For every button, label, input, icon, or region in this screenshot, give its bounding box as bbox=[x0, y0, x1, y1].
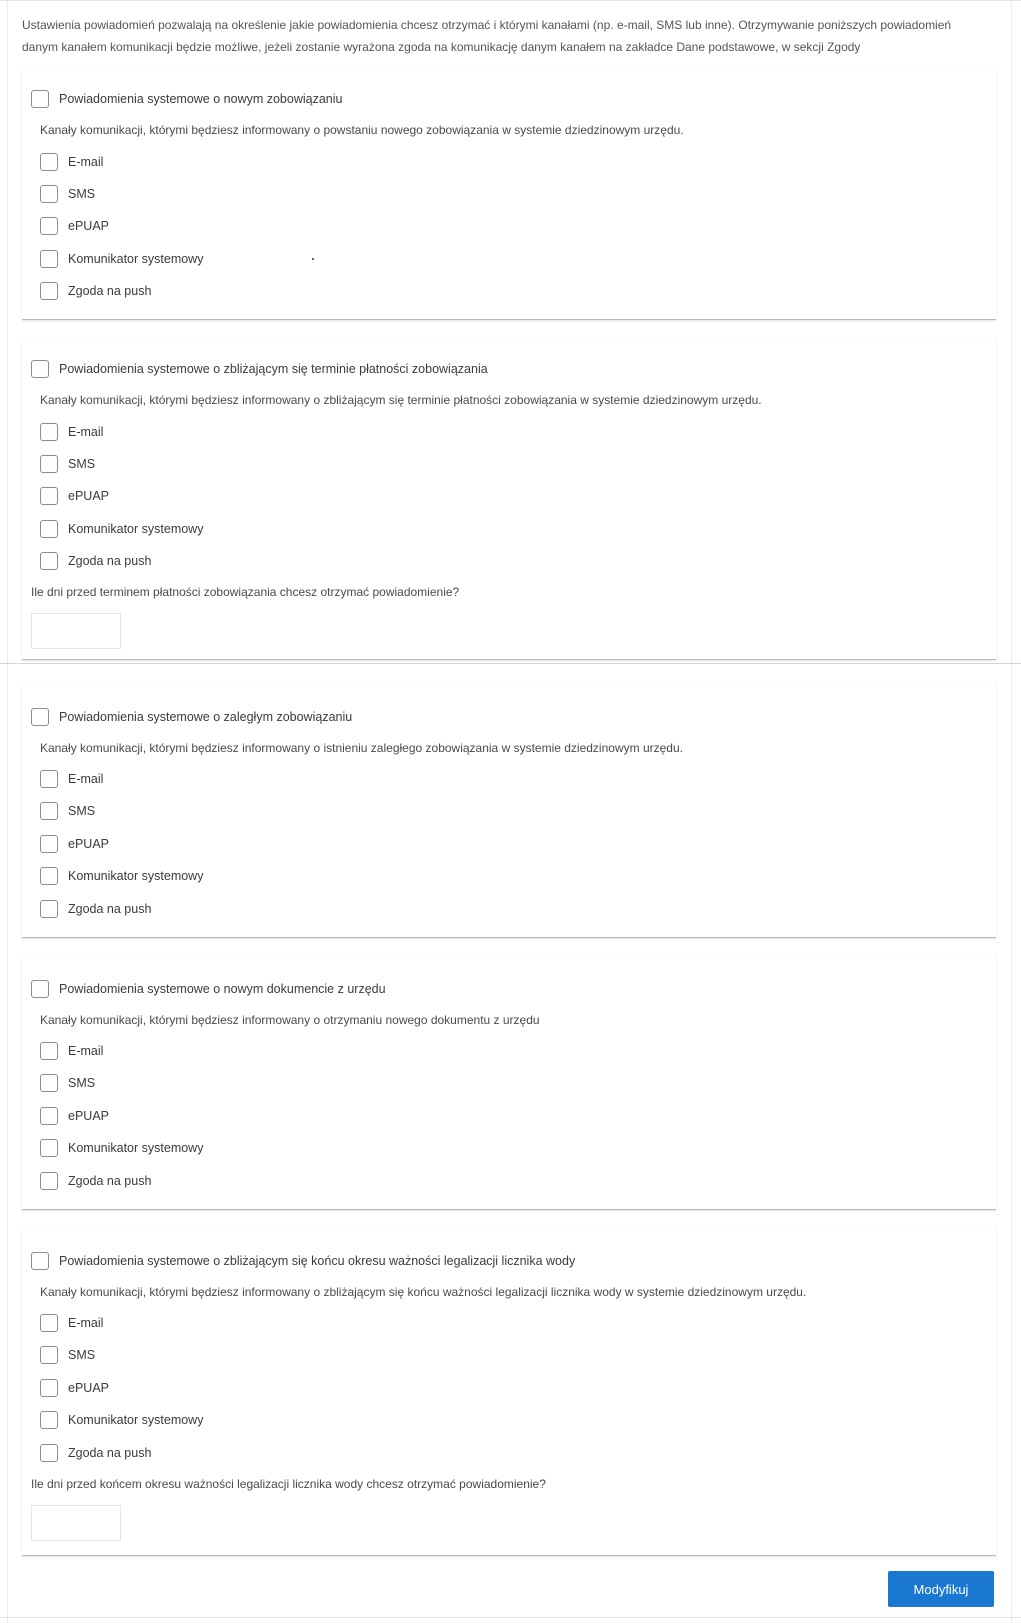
checkbox[interactable] bbox=[40, 1346, 58, 1364]
section-description: Kanały komunikacji, którymi będziesz informowany o zbliżającym się terminie płatności zobowiązania w systemie dziedzinowym urzędu. bbox=[40, 393, 762, 407]
frame-border-left bbox=[7, 0, 8, 1623]
section-overdue-liability bbox=[22, 682, 996, 938]
section-toggle[interactable] bbox=[31, 90, 342, 108]
channel-epuap[interactable] bbox=[40, 835, 109, 853]
section-title: Powiadomienia systemowe o nowym dokumencie z urzędu bbox=[59, 982, 386, 996]
channel-label: E-mail bbox=[68, 1316, 104, 1330]
checkbox[interactable] bbox=[40, 1314, 58, 1332]
channel-label: Zgoda na push bbox=[68, 1446, 152, 1460]
channel-label: SMS bbox=[68, 1076, 96, 1090]
channel-label: Komunikator systemowy bbox=[68, 1141, 204, 1155]
days-question: Ile dni przed terminem płatności zobowiązania chcesz otrzymać powiadomienie? bbox=[31, 585, 460, 599]
channel-label: SMS bbox=[68, 804, 96, 818]
channel-epuap[interactable] bbox=[40, 1107, 109, 1125]
channel-email[interactable] bbox=[40, 153, 103, 171]
channel-email[interactable] bbox=[40, 770, 103, 788]
channel-label: SMS bbox=[68, 1348, 96, 1362]
channel-messenger[interactable] bbox=[40, 1139, 203, 1157]
checkbox[interactable] bbox=[40, 1172, 58, 1190]
checkbox[interactable] bbox=[40, 217, 58, 235]
channel-push[interactable] bbox=[40, 282, 151, 300]
checkbox[interactable] bbox=[40, 1139, 58, 1157]
channel-sms[interactable] bbox=[40, 455, 95, 473]
channel-sms[interactable] bbox=[40, 802, 95, 820]
section-description: Kanały komunikacji, którymi będziesz informowany o powstaniu nowego zobowiązania w systemie dziedzinowym urzędu. bbox=[40, 123, 684, 137]
section-title: Powiadomienia systemowe o zbliżającym się końcu okresu ważności legalizacji licznika wody bbox=[59, 1254, 576, 1268]
channel-email[interactable] bbox=[40, 1042, 103, 1060]
section-new-liability bbox=[22, 68, 996, 320]
checkbox[interactable] bbox=[40, 1107, 58, 1125]
section-toggle[interactable] bbox=[31, 360, 488, 378]
section-water-meter bbox=[22, 1226, 996, 1556]
channel-label: ePUAP bbox=[68, 1109, 109, 1123]
channel-messenger[interactable] bbox=[40, 250, 203, 268]
checkbox[interactable] bbox=[40, 770, 58, 788]
channel-label: Komunikator systemowy bbox=[68, 522, 204, 536]
checkbox[interactable] bbox=[31, 1252, 49, 1270]
frame-border-right bbox=[1011, 0, 1012, 1623]
section-description: Kanały komunikacji, którymi będziesz informowany o zbliżającym się końcu ważności legalizacji licznika wody w systemie dziedzinowym urzędu. bbox=[40, 1285, 807, 1299]
channel-epuap[interactable] bbox=[40, 217, 109, 235]
checkbox[interactable] bbox=[40, 185, 58, 203]
channel-push[interactable] bbox=[40, 1444, 151, 1462]
channel-messenger[interactable] bbox=[40, 867, 203, 885]
channel-email[interactable] bbox=[40, 1314, 103, 1332]
channel-messenger[interactable] bbox=[40, 520, 203, 538]
checkbox[interactable] bbox=[40, 1042, 58, 1060]
section-toggle[interactable] bbox=[31, 1252, 575, 1270]
channel-label: Komunikator systemowy bbox=[68, 869, 204, 883]
channel-label: ePUAP bbox=[68, 219, 109, 233]
checkbox[interactable] bbox=[40, 455, 58, 473]
stray-dot bbox=[312, 258, 314, 260]
channel-label: ePUAP bbox=[68, 1381, 109, 1395]
checkbox[interactable] bbox=[40, 520, 58, 538]
channel-epuap[interactable] bbox=[40, 1379, 109, 1397]
section-title: Powiadomienia systemowe o zaległym zobowiązaniu bbox=[59, 710, 353, 724]
days-before-input[interactable] bbox=[31, 613, 121, 649]
section-description: Kanały komunikacji, którymi będziesz informowany o otrzymaniu nowego dokumentu z urzędu bbox=[40, 1013, 540, 1027]
checkbox[interactable] bbox=[31, 708, 49, 726]
checkbox[interactable] bbox=[40, 867, 58, 885]
checkbox[interactable] bbox=[40, 153, 58, 171]
section-title: Powiadomienia systemowe o nowym zobowiązaniu bbox=[59, 92, 343, 106]
channel-sms[interactable] bbox=[40, 1346, 95, 1364]
checkbox[interactable] bbox=[31, 360, 49, 378]
intro-text: Ustawienia powiadomień pozwalają na określenie jakie powiadomienia chcesz otrzymać i którymi kanałami (np. e-mail, SMS lub inne). Otrzymywanie poniższych powiadomień danym kanałem komunikacji będzie możliwe, jeżeli zostanie wyrażona zgoda na komunikację danym kanałem na zakładce Dane podstawowe, w sekcji Zgody bbox=[22, 18, 952, 54]
checkbox[interactable] bbox=[40, 802, 58, 820]
days-before-input[interactable] bbox=[31, 1505, 121, 1541]
channel-label: Komunikator systemowy bbox=[68, 1413, 204, 1427]
channel-label: E-mail bbox=[68, 772, 104, 786]
channel-push[interactable] bbox=[40, 900, 151, 918]
channel-label: SMS bbox=[68, 457, 96, 471]
channel-sms[interactable] bbox=[40, 1074, 95, 1092]
checkbox[interactable] bbox=[31, 90, 49, 108]
checkbox[interactable] bbox=[31, 980, 49, 998]
checkbox[interactable] bbox=[40, 250, 58, 268]
bottom-border bbox=[0, 1617, 1021, 1618]
section-description: Kanały komunikacji, którymi będziesz informowany o istnieniu zaległego zobowiązania w systemie dziedzinowym urzędu. bbox=[40, 741, 683, 755]
days-question: Ile dni przed końcem okresu ważności legalizacji licznika wody chcesz otrzymać powiadomienie? bbox=[31, 1477, 546, 1491]
checkbox[interactable] bbox=[40, 1444, 58, 1462]
checkbox[interactable] bbox=[40, 487, 58, 505]
channel-label: E-mail bbox=[68, 155, 104, 169]
channel-push[interactable] bbox=[40, 1172, 151, 1190]
channel-label: ePUAP bbox=[68, 489, 109, 503]
channel-label: Zgoda na push bbox=[68, 1174, 152, 1188]
section-title: Powiadomienia systemowe o zbliżającym się terminie płatności zobowiązania bbox=[59, 362, 488, 376]
section-toggle[interactable] bbox=[31, 708, 352, 726]
channel-label: ePUAP bbox=[68, 837, 109, 851]
modify-button[interactable]: Modyfikuj bbox=[888, 1571, 994, 1607]
checkbox[interactable] bbox=[40, 1379, 58, 1397]
checkbox[interactable] bbox=[40, 1411, 58, 1429]
channel-email[interactable] bbox=[40, 423, 103, 441]
section-toggle[interactable] bbox=[31, 980, 386, 998]
checkbox[interactable] bbox=[40, 835, 58, 853]
channel-label: SMS bbox=[68, 187, 96, 201]
channel-label: Zgoda na push bbox=[68, 902, 152, 916]
checkbox[interactable] bbox=[40, 423, 58, 441]
channel-label: E-mail bbox=[68, 1044, 104, 1058]
channel-sms[interactable] bbox=[40, 185, 95, 203]
channel-label: E-mail bbox=[68, 425, 104, 439]
channel-epuap[interactable] bbox=[40, 487, 109, 505]
checkbox[interactable] bbox=[40, 1074, 58, 1092]
section-new-document bbox=[22, 954, 996, 1210]
channel-push[interactable] bbox=[40, 552, 151, 570]
checkbox[interactable] bbox=[40, 900, 58, 918]
checkbox[interactable] bbox=[40, 552, 58, 570]
section-payment-deadline bbox=[22, 338, 996, 660]
channel-messenger[interactable] bbox=[40, 1411, 203, 1429]
checkbox[interactable] bbox=[40, 282, 58, 300]
channel-label: Komunikator systemowy bbox=[68, 252, 204, 266]
channel-label: Zgoda na push bbox=[68, 284, 152, 298]
divider bbox=[0, 663, 1021, 664]
channel-label: Zgoda na push bbox=[68, 554, 152, 568]
